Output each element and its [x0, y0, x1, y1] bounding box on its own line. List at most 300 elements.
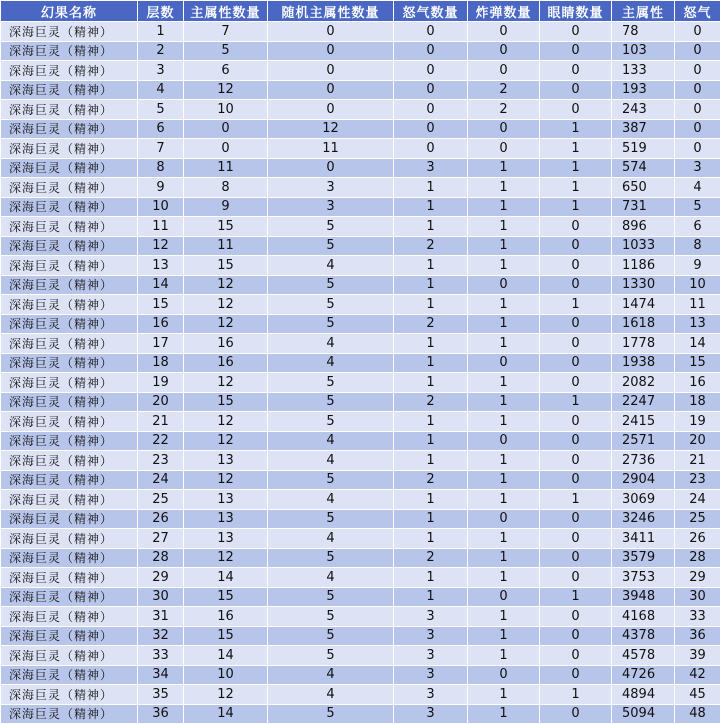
cell-layer: 8 [138, 158, 184, 178]
cell-main-attr: 4168 [612, 607, 675, 627]
cell-main-attr-count: 12 [184, 548, 268, 568]
cell-rage: 0 [675, 41, 720, 61]
cell-fruit-name: 深海巨灵（精神） [1, 334, 138, 354]
cell-main-attr: 133 [612, 61, 675, 81]
cell-eye-count: 0 [540, 665, 612, 685]
cell-rage: 11 [675, 295, 720, 315]
cell-random-main-attr-count: 4 [268, 431, 394, 451]
cell-eye-count: 0 [540, 548, 612, 568]
cell-main-attr: 896 [612, 217, 675, 237]
table-row [1, 158, 720, 178]
cell-random-main-attr-count: 5 [268, 646, 394, 666]
cell-rage: 4 [675, 178, 720, 198]
cell-rage-count: 1 [394, 490, 468, 510]
cell-random-main-attr-count: 3 [268, 197, 394, 217]
cell-rage-count: 1 [394, 587, 468, 607]
cell-layer: 27 [138, 529, 184, 549]
cell-fruit-name: 深海巨灵（精神） [1, 529, 138, 549]
cell-main-attr: 193 [612, 80, 675, 100]
cell-main-attr: 2571 [612, 431, 675, 451]
cell-fruit-name: 深海巨灵（精神） [1, 100, 138, 120]
cell-main-attr: 3069 [612, 490, 675, 510]
cell-eye-count: 0 [540, 41, 612, 61]
cell-fruit-name: 深海巨灵（精神） [1, 451, 138, 471]
cell-fruit-name: 深海巨灵（精神） [1, 431, 138, 451]
cell-layer: 2 [138, 41, 184, 61]
table-row [1, 626, 720, 646]
cell-rage-count: 3 [394, 607, 468, 627]
cell-main-attr-count: 0 [184, 119, 268, 139]
cell-main-attr: 2415 [612, 412, 675, 432]
cell-rage: 0 [675, 22, 720, 42]
table-row [1, 334, 720, 354]
cell-rage-count: 2 [394, 548, 468, 568]
table-row [1, 704, 720, 724]
cell-fruit-name: 深海巨灵（精神） [1, 392, 138, 412]
cell-main-attr-count: 12 [184, 431, 268, 451]
cell-rage: 45 [675, 685, 720, 705]
cell-eye-count: 1 [540, 158, 612, 178]
cell-eye-count: 1 [540, 490, 612, 510]
cell-bomb-count: 1 [468, 197, 540, 217]
cell-main-attr-count: 9 [184, 197, 268, 217]
cell-fruit-name: 深海巨灵（精神） [1, 685, 138, 705]
cell-main-attr: 3411 [612, 529, 675, 549]
cell-main-attr: 387 [612, 119, 675, 139]
cell-fruit-name: 深海巨灵（精神） [1, 373, 138, 393]
cell-rage-count: 1 [394, 353, 468, 373]
cell-rage: 26 [675, 529, 720, 549]
cell-eye-count: 0 [540, 22, 612, 42]
header-fruit-name: 幻果名称 [1, 1, 138, 22]
cell-rage-count: 1 [394, 256, 468, 276]
cell-rage: 29 [675, 568, 720, 588]
cell-eye-count: 0 [540, 470, 612, 490]
cell-main-attr-count: 16 [184, 353, 268, 373]
table-row [1, 568, 720, 588]
cell-random-main-attr-count: 5 [268, 217, 394, 237]
cell-rage-count: 1 [394, 451, 468, 471]
cell-main-attr-count: 0 [184, 139, 268, 159]
cell-random-main-attr-count: 5 [268, 314, 394, 334]
cell-layer: 6 [138, 119, 184, 139]
cell-random-main-attr-count: 4 [268, 529, 394, 549]
cell-eye-count: 0 [540, 100, 612, 120]
cell-fruit-name: 深海巨灵（精神） [1, 607, 138, 627]
cell-random-main-attr-count: 0 [268, 100, 394, 120]
cell-random-main-attr-count: 5 [268, 392, 394, 412]
cell-layer: 19 [138, 373, 184, 393]
cell-fruit-name: 深海巨灵（精神） [1, 548, 138, 568]
cell-rage: 42 [675, 665, 720, 685]
cell-fruit-name: 深海巨灵（精神） [1, 470, 138, 490]
table-row [1, 665, 720, 685]
cell-random-main-attr-count: 5 [268, 295, 394, 315]
cell-main-attr: 3246 [612, 509, 675, 529]
cell-rage-count: 0 [394, 139, 468, 159]
cell-random-main-attr-count: 5 [268, 587, 394, 607]
cell-rage: 24 [675, 490, 720, 510]
cell-main-attr: 3948 [612, 587, 675, 607]
cell-fruit-name: 深海巨灵（精神） [1, 197, 138, 217]
cell-eye-count: 0 [540, 704, 612, 724]
cell-rage: 23 [675, 470, 720, 490]
cell-main-attr: 4578 [612, 646, 675, 666]
cell-rage-count: 2 [394, 236, 468, 256]
cell-main-attr: 2736 [612, 451, 675, 471]
cell-fruit-name: 深海巨灵（精神） [1, 587, 138, 607]
cell-main-attr: 1938 [612, 353, 675, 373]
cell-fruit-name: 深海巨灵（精神） [1, 353, 138, 373]
cell-eye-count: 1 [540, 685, 612, 705]
cell-rage-count: 1 [394, 568, 468, 588]
cell-main-attr-count: 12 [184, 470, 268, 490]
table-row [1, 373, 720, 393]
cell-layer: 31 [138, 607, 184, 627]
cell-main-attr-count: 16 [184, 334, 268, 354]
cell-bomb-count: 1 [468, 451, 540, 471]
cell-eye-count: 0 [540, 646, 612, 666]
header-main-attr: 主属性 [612, 1, 675, 22]
cell-bomb-count: 0 [468, 41, 540, 61]
cell-rage-count: 2 [394, 392, 468, 412]
cell-main-attr-count: 5 [184, 41, 268, 61]
cell-bomb-count: 1 [468, 373, 540, 393]
cell-rage: 33 [675, 607, 720, 627]
cell-main-attr-count: 12 [184, 685, 268, 705]
cell-rage: 5 [675, 197, 720, 217]
cell-eye-count: 0 [540, 568, 612, 588]
cell-layer: 18 [138, 353, 184, 373]
cell-main-attr: 4894 [612, 685, 675, 705]
table-row [1, 529, 720, 549]
cell-main-attr: 3579 [612, 548, 675, 568]
cell-layer: 13 [138, 256, 184, 276]
cell-random-main-attr-count: 5 [268, 373, 394, 393]
cell-rage-count: 0 [394, 100, 468, 120]
cell-bomb-count: 2 [468, 80, 540, 100]
cell-main-attr: 1778 [612, 334, 675, 354]
cell-layer: 15 [138, 295, 184, 315]
cell-eye-count: 1 [540, 587, 612, 607]
cell-main-attr-count: 14 [184, 704, 268, 724]
cell-random-main-attr-count: 5 [268, 509, 394, 529]
cell-layer: 16 [138, 314, 184, 334]
cell-bomb-count: 1 [468, 607, 540, 627]
cell-layer: 29 [138, 568, 184, 588]
cell-main-attr-count: 15 [184, 392, 268, 412]
cell-rage: 15 [675, 353, 720, 373]
cell-rage: 18 [675, 392, 720, 412]
cell-random-main-attr-count: 4 [268, 256, 394, 276]
cell-layer: 4 [138, 80, 184, 100]
cell-fruit-name: 深海巨灵（精神） [1, 22, 138, 42]
cell-main-attr-count: 13 [184, 451, 268, 471]
cell-random-main-attr-count: 5 [268, 704, 394, 724]
cell-layer: 33 [138, 646, 184, 666]
cell-bomb-count: 0 [468, 353, 540, 373]
header-bomb-count: 炸弹数量 [468, 1, 540, 22]
table-row [1, 607, 720, 627]
table-row [1, 178, 720, 198]
cell-main-attr-count: 12 [184, 80, 268, 100]
table-row [1, 431, 720, 451]
cell-random-main-attr-count: 5 [268, 275, 394, 295]
cell-random-main-attr-count: 4 [268, 665, 394, 685]
cell-main-attr-count: 15 [184, 256, 268, 276]
cell-layer: 1 [138, 22, 184, 42]
cell-main-attr-count: 15 [184, 626, 268, 646]
cell-random-main-attr-count: 5 [268, 236, 394, 256]
cell-main-attr-count: 12 [184, 314, 268, 334]
table-row [1, 587, 720, 607]
cell-layer: 26 [138, 509, 184, 529]
cell-layer: 34 [138, 665, 184, 685]
cell-eye-count: 1 [540, 139, 612, 159]
cell-rage-count: 1 [394, 178, 468, 198]
cell-main-attr-count: 8 [184, 178, 268, 198]
cell-main-attr: 4378 [612, 626, 675, 646]
cell-bomb-count: 1 [468, 158, 540, 178]
cell-main-attr: 2082 [612, 373, 675, 393]
cell-layer: 12 [138, 236, 184, 256]
cell-rage-count: 0 [394, 22, 468, 42]
cell-fruit-name: 深海巨灵（精神） [1, 665, 138, 685]
table-row [1, 490, 720, 510]
cell-main-attr-count: 10 [184, 100, 268, 120]
cell-bomb-count: 1 [468, 295, 540, 315]
cell-main-attr: 243 [612, 100, 675, 120]
cell-rage-count: 3 [394, 626, 468, 646]
cell-bomb-count: 1 [468, 314, 540, 334]
cell-rage: 6 [675, 217, 720, 237]
cell-fruit-name: 深海巨灵（精神） [1, 704, 138, 724]
table-row [1, 80, 720, 100]
cell-bomb-count: 1 [468, 392, 540, 412]
cell-eye-count: 0 [540, 236, 612, 256]
cell-main-attr: 78 [612, 22, 675, 42]
cell-eye-count: 0 [540, 373, 612, 393]
cell-rage: 20 [675, 431, 720, 451]
cell-fruit-name: 深海巨灵（精神） [1, 119, 138, 139]
table-row [1, 217, 720, 237]
table-row [1, 119, 720, 139]
cell-layer: 25 [138, 490, 184, 510]
cell-bomb-count: 1 [468, 236, 540, 256]
cell-random-main-attr-count: 3 [268, 178, 394, 198]
cell-rage: 19 [675, 412, 720, 432]
cell-bomb-count: 0 [468, 509, 540, 529]
cell-eye-count: 1 [540, 197, 612, 217]
cell-rage: 10 [675, 275, 720, 295]
cell-bomb-count: 1 [468, 704, 540, 724]
cell-layer: 10 [138, 197, 184, 217]
cell-bomb-count: 0 [468, 22, 540, 42]
cell-fruit-name: 深海巨灵（精神） [1, 139, 138, 159]
cell-main-attr-count: 15 [184, 217, 268, 237]
cell-bomb-count: 1 [468, 178, 540, 198]
cell-fruit-name: 深海巨灵（精神） [1, 41, 138, 61]
cell-main-attr-count: 12 [184, 373, 268, 393]
cell-eye-count: 0 [540, 334, 612, 354]
cell-fruit-name: 深海巨灵（精神） [1, 256, 138, 276]
cell-bomb-count: 1 [468, 470, 540, 490]
cell-rage-count: 3 [394, 646, 468, 666]
cell-eye-count: 0 [540, 626, 612, 646]
cell-fruit-name: 深海巨灵（精神） [1, 314, 138, 334]
table-row [1, 61, 720, 81]
cell-rage: 30 [675, 587, 720, 607]
cell-layer: 3 [138, 61, 184, 81]
cell-random-main-attr-count: 0 [268, 22, 394, 42]
cell-layer: 11 [138, 217, 184, 237]
cell-fruit-name: 深海巨灵（精神） [1, 412, 138, 432]
cell-rage-count: 1 [394, 275, 468, 295]
cell-rage: 21 [675, 451, 720, 471]
cell-main-attr: 519 [612, 139, 675, 159]
cell-rage: 48 [675, 704, 720, 724]
cell-layer: 14 [138, 275, 184, 295]
cell-random-main-attr-count: 5 [268, 412, 394, 432]
cell-fruit-name: 深海巨灵（精神） [1, 626, 138, 646]
cell-main-attr-count: 12 [184, 295, 268, 315]
cell-bomb-count: 1 [468, 490, 540, 510]
cell-layer: 36 [138, 704, 184, 724]
cell-eye-count: 1 [540, 178, 612, 198]
table-row [1, 22, 720, 42]
cell-bomb-count: 0 [468, 139, 540, 159]
cell-random-main-attr-count: 4 [268, 568, 394, 588]
cell-main-attr-count: 15 [184, 587, 268, 607]
table-row [1, 275, 720, 295]
cell-eye-count: 1 [540, 119, 612, 139]
cell-main-attr: 2904 [612, 470, 675, 490]
cell-main-attr: 1330 [612, 275, 675, 295]
cell-rage-count: 3 [394, 665, 468, 685]
cell-layer: 7 [138, 139, 184, 159]
cell-bomb-count: 0 [468, 119, 540, 139]
cell-fruit-name: 深海巨灵（精神） [1, 236, 138, 256]
cell-layer: 9 [138, 178, 184, 198]
cell-layer: 23 [138, 451, 184, 471]
table-row [1, 197, 720, 217]
cell-main-attr: 650 [612, 178, 675, 198]
cell-main-attr-count: 13 [184, 509, 268, 529]
cell-rage-count: 1 [394, 197, 468, 217]
cell-main-attr-count: 13 [184, 490, 268, 510]
cell-random-main-attr-count: 4 [268, 685, 394, 705]
cell-layer: 32 [138, 626, 184, 646]
cell-layer: 5 [138, 100, 184, 120]
cell-rage: 0 [675, 80, 720, 100]
cell-fruit-name: 深海巨灵（精神） [1, 178, 138, 198]
cell-eye-count: 0 [540, 509, 612, 529]
cell-rage-count: 2 [394, 470, 468, 490]
cell-layer: 35 [138, 685, 184, 705]
cell-rage: 36 [675, 626, 720, 646]
cell-fruit-name: 深海巨灵（精神） [1, 217, 138, 237]
cell-main-attr: 1033 [612, 236, 675, 256]
cell-rage: 0 [675, 119, 720, 139]
cell-bomb-count: 1 [468, 529, 540, 549]
cell-layer: 21 [138, 412, 184, 432]
cell-random-main-attr-count: 4 [268, 353, 394, 373]
cell-rage: 14 [675, 334, 720, 354]
table-row [1, 470, 720, 490]
table-row [1, 295, 720, 315]
cell-random-main-attr-count: 0 [268, 158, 394, 178]
cell-rage-count: 1 [394, 217, 468, 237]
cell-eye-count: 0 [540, 80, 612, 100]
table-row [1, 314, 720, 334]
cell-fruit-name: 深海巨灵（精神） [1, 509, 138, 529]
cell-main-attr: 574 [612, 158, 675, 178]
cell-layer: 30 [138, 587, 184, 607]
header-random-main-attr-count: 随机主属性数量 [268, 1, 394, 22]
cell-bomb-count: 1 [468, 412, 540, 432]
cell-random-main-attr-count: 4 [268, 490, 394, 510]
cell-rage: 0 [675, 139, 720, 159]
header-layer: 层数 [138, 1, 184, 22]
cell-eye-count: 0 [540, 275, 612, 295]
cell-fruit-name: 深海巨灵（精神） [1, 275, 138, 295]
table-row [1, 100, 720, 120]
cell-eye-count: 0 [540, 314, 612, 334]
cell-layer: 17 [138, 334, 184, 354]
cell-bomb-count: 0 [468, 431, 540, 451]
cell-main-attr-count: 12 [184, 412, 268, 432]
cell-eye-count: 0 [540, 256, 612, 276]
cell-eye-count: 0 [540, 529, 612, 549]
cell-eye-count: 0 [540, 61, 612, 81]
table-row [1, 509, 720, 529]
cell-rage: 25 [675, 509, 720, 529]
cell-main-attr-count: 11 [184, 158, 268, 178]
cell-random-main-attr-count: 5 [268, 548, 394, 568]
cell-fruit-name: 深海巨灵（精神） [1, 490, 138, 510]
header-rage-count: 怒气数量 [394, 1, 468, 22]
cell-rage: 9 [675, 256, 720, 276]
cell-rage-count: 3 [394, 685, 468, 705]
header-eye-count: 眼睛数量 [540, 1, 612, 22]
cell-rage-count: 1 [394, 412, 468, 432]
cell-rage-count: 1 [394, 295, 468, 315]
cell-random-main-attr-count: 5 [268, 470, 394, 490]
cell-main-attr-count: 11 [184, 236, 268, 256]
table-row [1, 236, 720, 256]
table-row [1, 685, 720, 705]
cell-eye-count: 0 [540, 217, 612, 237]
cell-main-attr-count: 13 [184, 529, 268, 549]
cell-random-main-attr-count: 0 [268, 80, 394, 100]
cell-eye-count: 1 [540, 295, 612, 315]
cell-rage: 39 [675, 646, 720, 666]
cell-bomb-count: 1 [468, 626, 540, 646]
cell-bomb-count: 0 [468, 587, 540, 607]
cell-layer: 20 [138, 392, 184, 412]
cell-random-main-attr-count: 0 [268, 61, 394, 81]
cell-bomb-count: 1 [468, 217, 540, 237]
cell-main-attr-count: 10 [184, 665, 268, 685]
cell-bomb-count: 0 [468, 665, 540, 685]
cell-random-main-attr-count: 12 [268, 119, 394, 139]
cell-main-attr-count: 14 [184, 568, 268, 588]
cell-main-attr: 731 [612, 197, 675, 217]
cell-eye-count: 0 [540, 451, 612, 471]
cell-rage: 28 [675, 548, 720, 568]
cell-rage-count: 1 [394, 334, 468, 354]
cell-rage-count: 0 [394, 41, 468, 61]
